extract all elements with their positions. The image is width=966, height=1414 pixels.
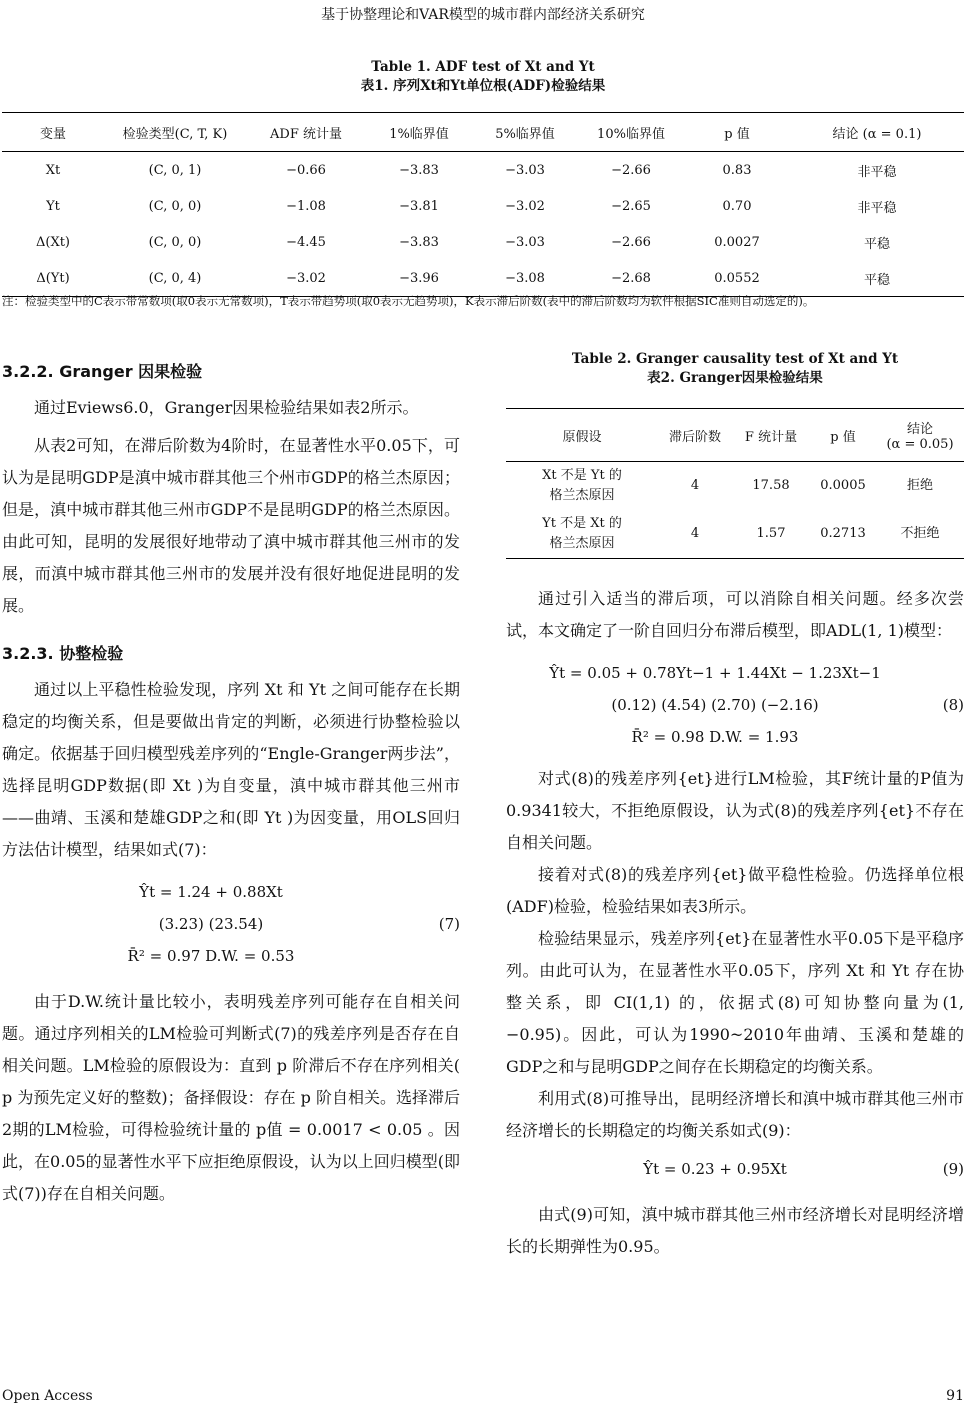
equation-text: Ŷt = 1.24 + 0.88Xt [139,883,283,901]
left-column [2,358,460,1210]
table-cell: Yt 不是 Xt 的 格兰杰原因 [506,510,658,559]
table-cell: (C, 0, 0) [148,198,202,214]
table2-caption-en: Table 2. Granger causality test of Xt and Yt [571,351,899,367]
table1-header-cell: 变量 [2,113,104,152]
table-cell: 拒绝 [906,478,933,493]
equation-text: R̄² = 0.98 D.W. = 1.93 [631,728,799,746]
table-cell: −2.66 [611,234,651,250]
table2-header-row [506,409,964,462]
table-cell: 平稳 [863,236,890,252]
table-cell: Yt [46,198,60,214]
table2-header-cell: 原假设 [506,409,658,462]
table2-header-cell: 滞后阶数 [658,409,732,462]
table-cell: −3.83 [399,234,439,250]
equation-7-line3 [2,940,460,972]
paragraph: 由式(9)可知，滇中城市群其他三州市经济增长对昆明经济增长的长期弹性为0.95。 [506,1205,964,1256]
table-cell: 平稳 [790,260,964,297]
table-cell: (C, 0, 4) [104,260,246,297]
paragraph: 检验结果显示，残差序列{et}在显著性水平0.05下是平稳序列。由此可认为，在显著性水平0.05下，序列 Xt 和 Yt 存在协整关系，即 CI(1,1) 的，依据式(8)可知协整向量为(1, −0.95)。因此，可认为1990~2010年曲靖、玉溪和楚雄的GDP之和与昆明GDP之间存在长期稳定的均衡关系。 [506,929,964,1076]
table-row [2,224,964,260]
equation-text: (3.23) (23.54) [158,915,264,933]
paragraph: 通过以上平稳性检验发现，序列 Xt 和 Yt 之间可能存在长期稳定的均衡关系，但是要做出肯定的判断，必须进行协整检验以确定。依据基于回归模型残差序列的“Engle-Granger两步法”，选择昆明GDP数据(即 Xt )为自变量，滇中城市群其他三州市——曲靖、玉溪和楚雄GDP之和(即 Yt )为因变量，用OLS回归方法估计模型，结果如式(7)： [2,680,460,859]
table-cell: −3.02 [246,260,366,297]
footer-open-access: Open Access [2,1388,93,1404]
table-cell: (C, 0, 0) [148,234,202,250]
table1-header-row [2,113,964,152]
table-cell: −3.03 [505,162,545,178]
table2-header-line: (α = 0.05) [886,437,954,452]
table-row [506,510,964,559]
table-cell: −2.66 [611,162,651,178]
equation-8-line2 [506,689,964,721]
equation-text: R̄² = 0.97 D.W. = 0.53 [127,947,295,965]
table-cell: −4.45 [286,234,326,250]
table1-caption [0,58,966,96]
table1-header-cell: 10%临界值 [578,113,684,152]
table2-header-cell [876,409,964,462]
table-row [2,152,964,189]
section-heading-granger: 3.2.2. Granger 因果检验 [2,362,203,381]
table-cell: 17.58 [752,478,790,493]
table2-caption-zh: 表2. Granger因果检验结果 [647,370,823,386]
paragraph: 对式(8)的残差序列{et}进行LM检验，其F统计量的P值为0.9341较大，不拒绝原假设，认为式(8)的残差序列{et}不存在自相关问题。 [506,769,964,852]
table-row [2,188,964,224]
table-cell: 0.0552 [684,260,790,297]
table-cell: −2.68 [578,260,684,297]
equation-text: Ŷt = 0.05 + 0.78Yt−1 + 1.44Xt − 1.23Xt−1 [549,664,881,682]
table-cell: Xt 不是 Yt 的 格兰杰原因 [542,468,622,503]
table2-caption [506,350,964,388]
table-cell: Δ(Xt) [35,234,70,250]
table-cell: −3.03 [505,234,545,250]
table-cell: 非平稳 [857,164,897,180]
table-cell: 1.57 [732,510,810,559]
table1-header-cell: p 值 [684,113,790,152]
table-cell: 0.0027 [714,234,760,250]
table-cell: 4 [690,478,700,493]
table-cell: −0.66 [286,162,326,178]
paragraph: 通过Eviews6.0，Granger因果检验结果如表2所示。 [34,398,419,417]
table-cell: 0.0005 [820,478,866,493]
table-cell: 非平稳 [857,200,897,216]
table-cell: 4 [658,510,732,559]
equation-number: (9) [942,1160,964,1178]
paragraph: 接着对式(8)的残差序列{et}做平稳性检验。仍选择单位根(ADF)检验，检验结果如表3所示。 [506,865,964,916]
table-cell: −3.02 [505,198,545,214]
table1-header-cell: 5%临界值 [472,113,578,152]
table-cell: −2.65 [611,198,651,214]
equation-number: (8) [942,696,964,714]
table1-header-cell: 结论 (α = 0.1) [790,113,964,152]
equation-9 [506,1153,964,1185]
running-title: 基于协整理论和VAR模型的城市群内部经济关系研究 [321,7,645,23]
right-column [506,350,964,1263]
table-cell: −3.83 [399,162,439,178]
table-cell: Δ(Yt) [2,260,104,297]
table1-caption-en: Table 1. ADF test of Xt and Yt [371,59,595,75]
table1-header-cell: ADF 统计量 [246,113,366,152]
table1-header-cell: 检验类型(C, T, K) [104,113,246,152]
paragraph: 从表2可知，在滞后阶数为4阶时，在显著性水平0.05下，可认为是昆明GDP是滇中城市群其他三个州市GDP的格兰杰原因；但是，滇中城市群其他三州市GDP不是昆明GDP的格兰杰原因。由此可知，昆明的发展很好地带动了滇中城市群其他三州市的发展，而滇中城市群其他三州市的发展并没有很好地促进昆明的发展。 [2,436,460,615]
table-cell: −3.96 [366,260,472,297]
table-cell: −3.81 [399,198,439,214]
table-cell: −1.08 [286,198,326,214]
equation-number: (7) [438,915,460,933]
table2-header-cell: p 值 [810,409,876,462]
table-cell: (C, 0, 1) [148,162,202,178]
table-cell: 0.2713 [810,510,876,559]
equation-8-line1 [506,657,964,689]
table-row [506,462,964,511]
equation-8-line3 [506,721,964,753]
table1 [2,112,964,297]
table-cell: 0.70 [722,198,752,214]
paragraph: 利用式(8)可推导出，昆明经济增长和滇中城市群其他三州市经济增长的长期稳定的均衡关系如式(9)： [506,1089,964,1140]
table2 [506,408,964,559]
table1-caption-zh: 表1. 序列Xt和Yt单位根(ADF)检验结果 [360,78,606,94]
table-cell: Xt [45,162,61,178]
table2-header-cell: F 统计量 [732,409,810,462]
equation-7-line1 [2,876,460,908]
section-heading-cointegration: 3.2.3. 协整检验 [2,644,124,663]
table2-header-line: 结论 [906,422,933,437]
table1-note: 注：检验类型中的C表示带常数项(取0表示无常数项)，T表示带趋势项(取0表示无趋势项)，K表示滞后阶数(表中的滞后阶数均为软件根据SIC准则自动选定的)。 [2,294,815,308]
equation-text: Ŷt = 0.23 + 0.95Xt [643,1160,787,1178]
equation-7-line2 [2,908,460,940]
paragraph: 由于D.W.统计量比较小，表明残差序列可能存在自相关问题。通过序列相关的LM检验可判断式(7)的残差序列是否存在自相关问题。LM检验的原假设为：直到 p 阶滞后不存在序列相关( p 为预先定义好的整数)；备择假设：存在 p 阶自相关。选择滞后2期的LM检验，可得检验统计量的 p值 = 0.0017 < 0.05 。因此，在0.05的显著性水平下应拒绝原假设，认为以上回归模型(即式(7))存在自相关问题。 [2,992,460,1203]
table-cell: 不拒绝 [876,510,964,559]
equation-text: (0.12) (4.54) (2.70) (−2.16) [611,696,819,714]
table-cell: −3.08 [472,260,578,297]
page-number: 91 [946,1388,964,1404]
paragraph: 通过引入适当的滞后项，可以消除自相关问题。经多次尝试，本文确定了一阶自回归分布滞后模型，即ADL(1, 1)模型： [506,589,964,640]
table1-header-cell: 1%临界值 [366,113,472,152]
table-cell: 0.83 [722,162,752,178]
